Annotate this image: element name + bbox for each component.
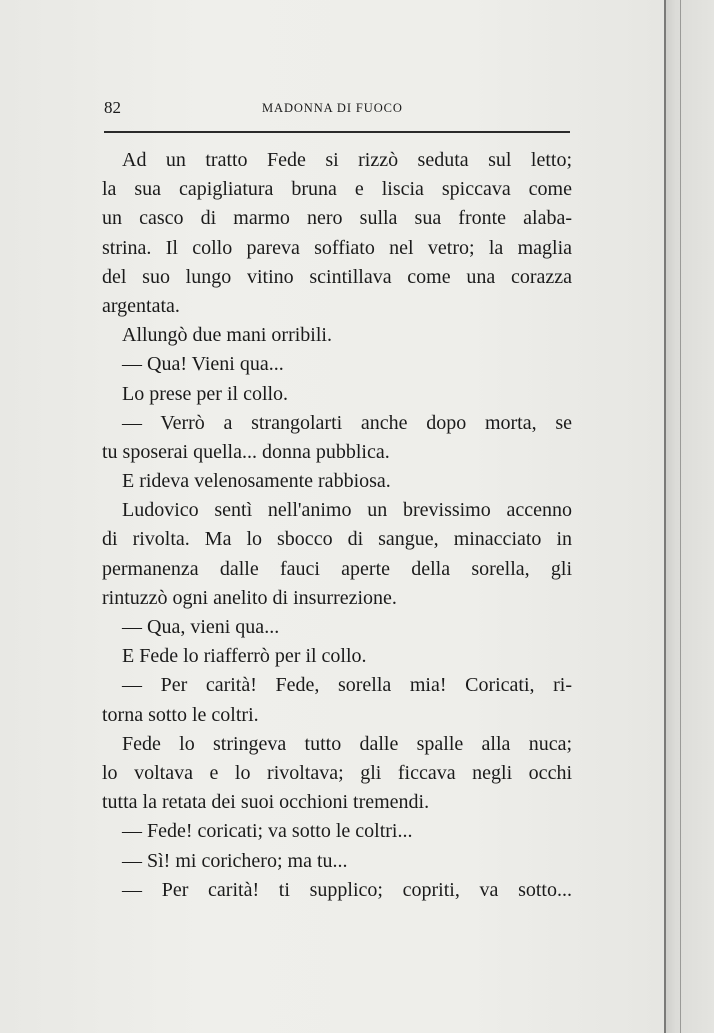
text-line: Lo prese per il collo. <box>122 382 289 405</box>
book-gutter <box>664 0 714 1033</box>
text-line: — Per carità! ti supplico; copriti, va sotto... <box>122 878 572 901</box>
text-line: — Verrò a strangolarti anche dopo morta, se <box>122 411 572 434</box>
text-line: tu sposerai quella... donna pubblica. <box>102 440 390 463</box>
text-line: E Fede lo riafferrò per il collo. <box>122 645 367 668</box>
running-head: MADONNA DI FUOCO <box>262 101 403 115</box>
text-line: tutta la retata dei suoi occhioni tremendi. <box>102 791 430 814</box>
text-line: di rivolta. Ma lo sbocco di sangue, minacciato in <box>102 528 572 551</box>
text-line: Fede lo stringeva tutto dalle spalle alla nuca; <box>122 732 572 755</box>
page-header <box>104 98 574 122</box>
page-number: 82 <box>104 98 121 117</box>
text-line: — Sì! mi corichero; ma tu... <box>122 849 348 872</box>
text-line: — Qua, vieni qua... <box>122 616 280 638</box>
text-line: un casco di marmo nero sulla sua fronte alaba- <box>102 207 572 230</box>
text-line: — Fede! coricati; va sotto le coltri... <box>122 820 413 843</box>
text-line: — Per carità! Fede, sorella mia! Coricati, ri- <box>122 674 572 697</box>
text-line: Ludovico sentì nell'animo un brevissimo accenno <box>122 499 572 522</box>
text-line: rintuzzò ogni anelito di insurrezione. <box>102 586 397 609</box>
text-line: argentata. <box>102 294 180 317</box>
text-line: del suo lungo vitino scintillava come una corazza <box>102 265 572 288</box>
text-line: torna sotto le coltri. <box>102 703 259 726</box>
text-line: Allungò due mani orribili. <box>122 324 332 347</box>
text-line: — Qua! Vieni qua... <box>122 353 284 376</box>
text-line: la sua capigliatura bruna e liscia spiccava come <box>102 178 572 201</box>
gutter-shadow-line <box>680 0 681 1033</box>
body-text <box>102 146 572 905</box>
text-line: lo voltava e lo rivoltava; gli ficcava negli occhi <box>102 761 572 784</box>
header-rule <box>104 131 570 133</box>
text-line: permanenza dalle fauci aperte della sorella, gli <box>102 557 572 580</box>
text-line: Ad un tratto Fede si rizzò seduta sul letto; <box>122 149 572 171</box>
text-line: strina. Il collo pareva soffiato nel vetro; la maglia <box>102 236 572 259</box>
text-line: E rideva velenosamente rabbiosa. <box>122 470 391 493</box>
